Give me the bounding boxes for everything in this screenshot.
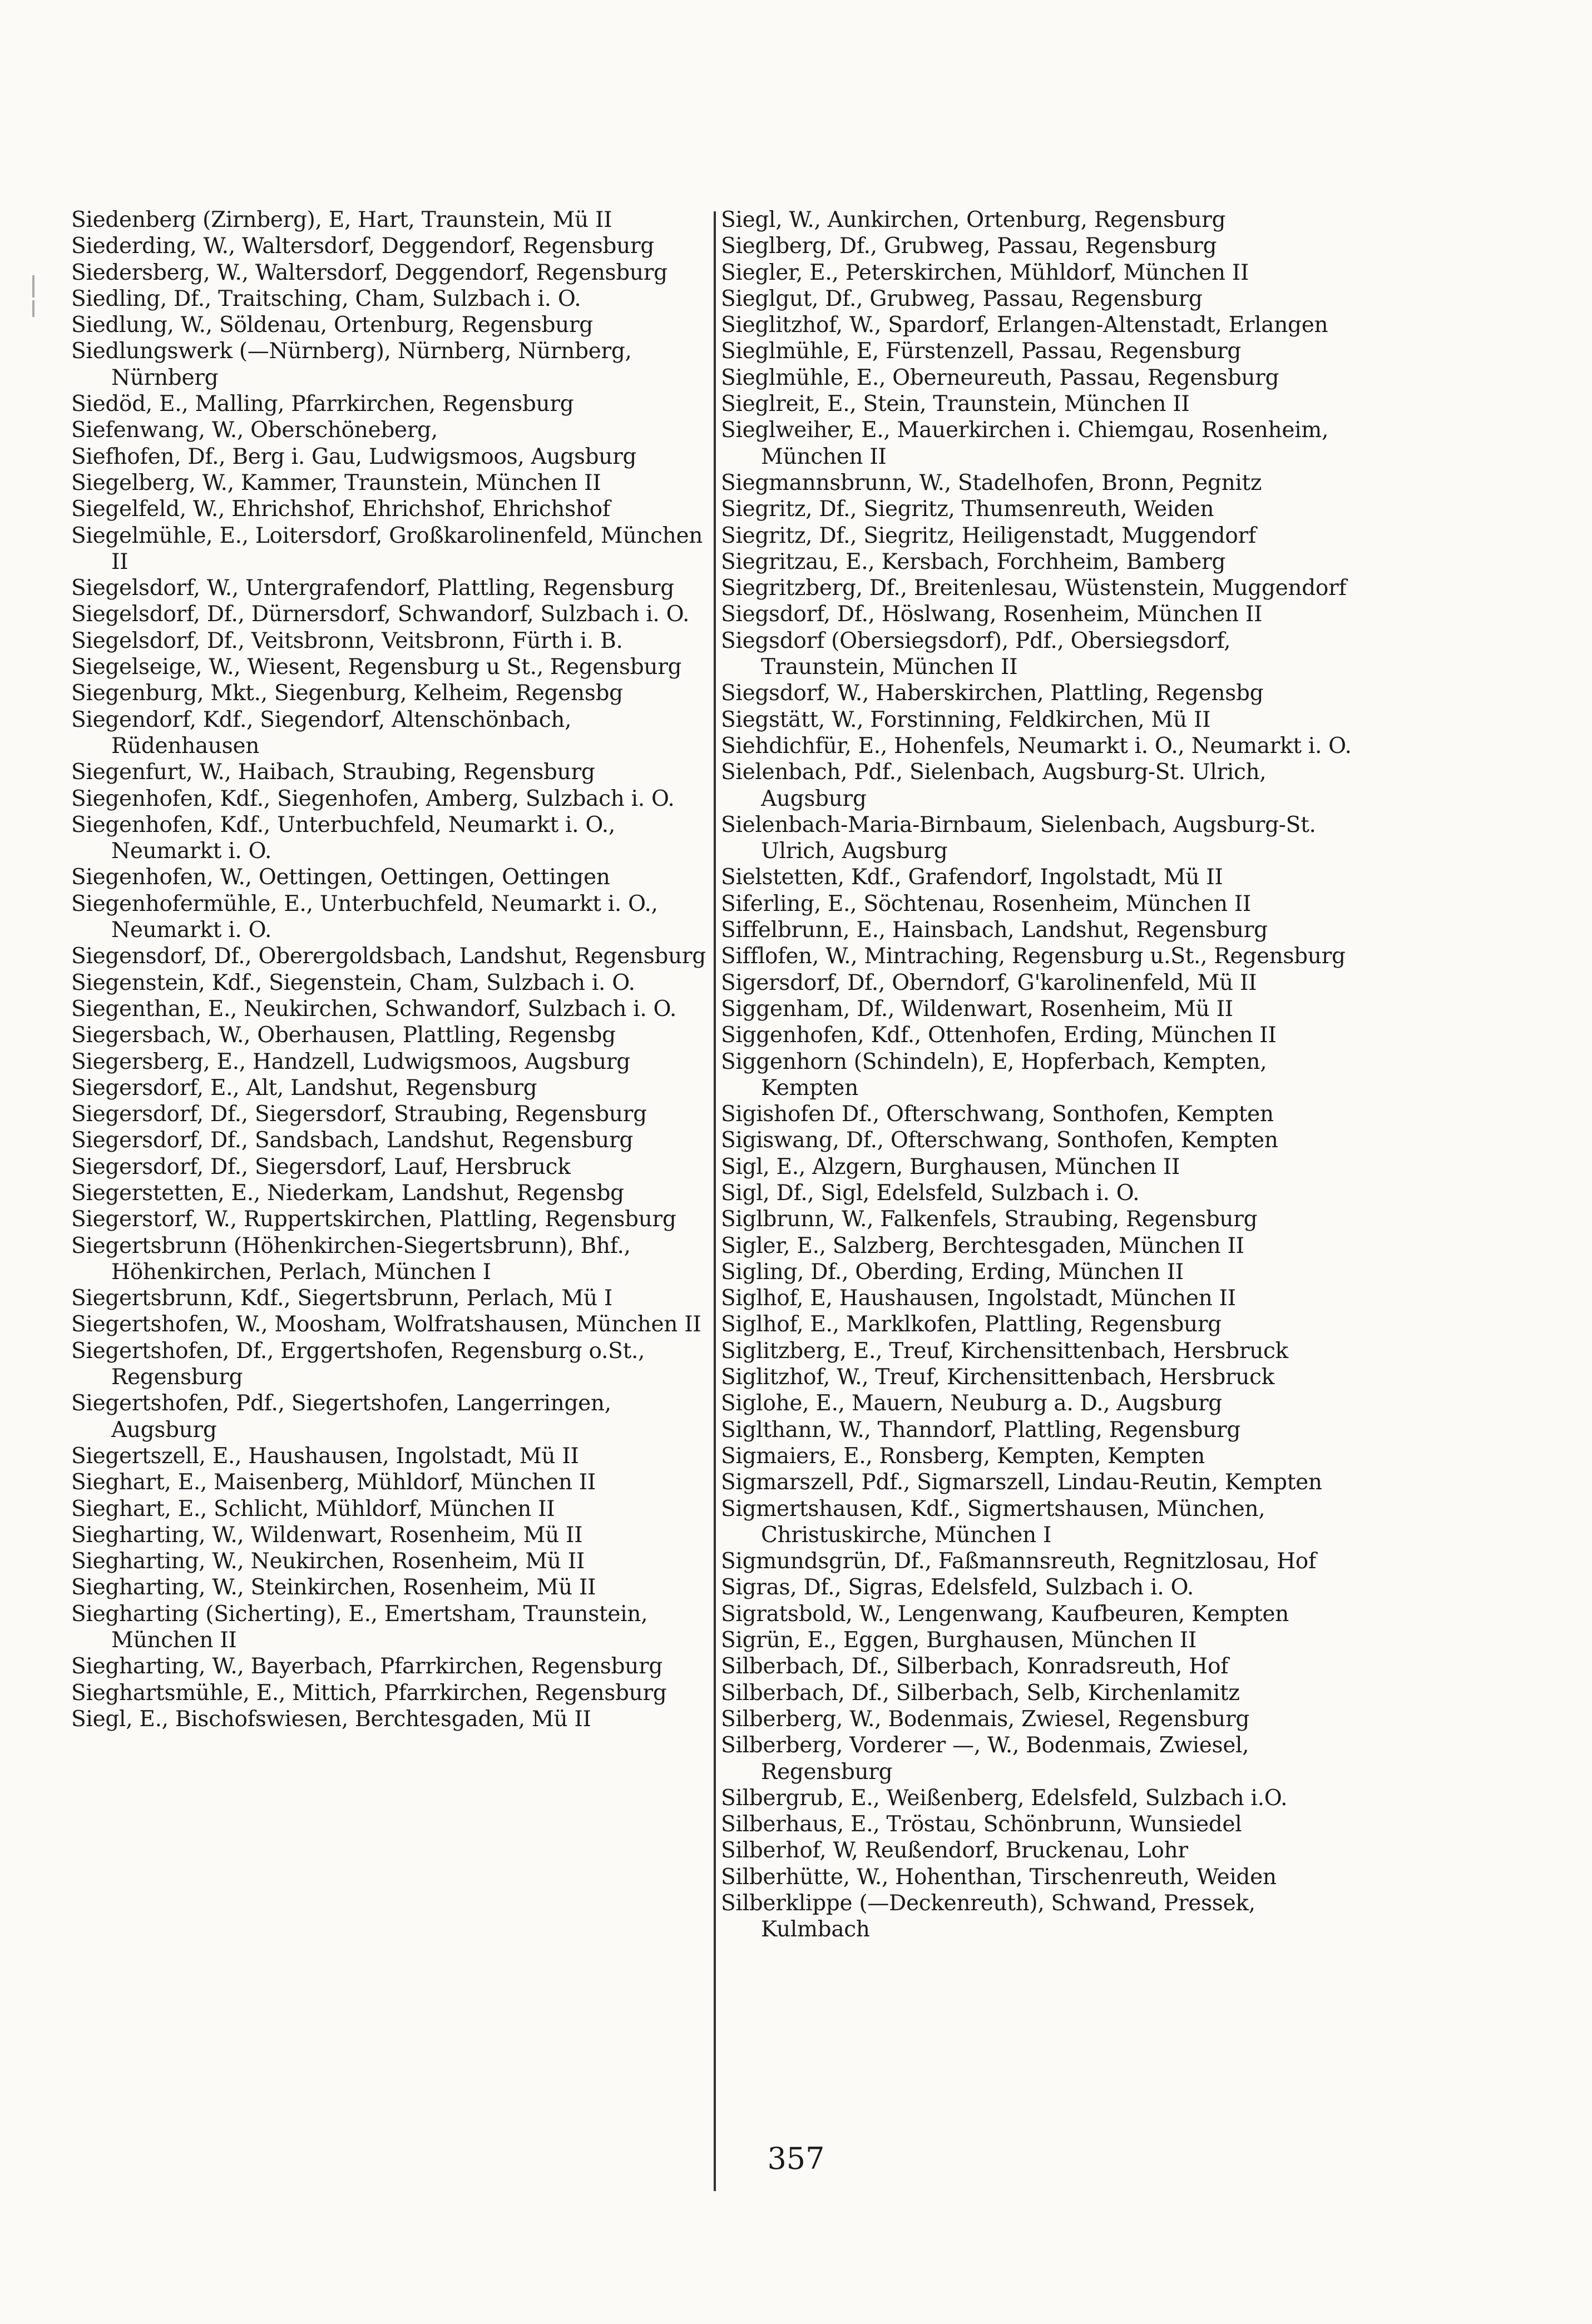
gazetteer-entry: Siegenhofermühle, E., Unterbuchfeld, Neumarkt i. O., Neumarkt i. O. [71, 891, 658, 943]
gazetteer-entry: Siegendorf, Kdf., Siegendorf, Altenschönbach, Rüdenhausen [71, 707, 572, 759]
gazetteer-entry: Siegelmühle, E., Loitersdorf, Großkarolinenfeld, München II [71, 523, 703, 574]
gazetteer-entry: Siegenhofen, Kdf., Unterbuchfeld, Neumarkt i. O., Neumarkt i. O. [71, 812, 615, 864]
gazetteer-entry: Sieglweiher, E., Mauerkirchen i. Chiemgau, Rosenheim, München II [721, 418, 1329, 469]
gazetteer-entry: Sieghart, E., Maisenberg, Mühldorf, München II [71, 1470, 596, 1495]
gazetteer-entry: Sieghart, E., Schlicht, Mühldorf, München II [71, 1496, 555, 1522]
gazetteer-entry: Siegertshofen, Pdf., Siegertshofen, Langerringen, Augsburg [71, 1391, 611, 1443]
gazetteer-entry: Silberberg, W., Bodenmais, Zwiesel, Regensburg [721, 1706, 1249, 1732]
gazetteer-entry: Siglbrunn, W., Falkenfels, Straubing, Regensburg [721, 1207, 1258, 1232]
gazetteer-entry: Siedenberg (Zirnberg), E, Hart, Traunstein, Mü II [71, 207, 612, 232]
gazetteer-entry: Siegelsdorf, W., Untergrafendorf, Plattling, Regensburg [71, 576, 674, 601]
gazetteer-entry: Siegharting, W., Steinkirchen, Rosenheim, Mü II [71, 1575, 596, 1600]
gazetteer-entry: Siegharting, W., Wildenwart, Rosenheim, Mü II [71, 1522, 583, 1548]
gazetteer-entry: Siegersdorf, Df., Siegersdorf, Lauf, Hersbruck [71, 1154, 571, 1180]
gazetteer-entry: Siegelfeld, W., Ehrichshof, Ehrichshof, Ehrichshof [71, 497, 610, 522]
gazetteer-entry: Siederding, W., Waltersdorf, Deggendorf, Regensburg [71, 234, 654, 259]
gazetteer-entry: Siedöd, E., Malling, Pfarrkirchen, Regensburg [71, 392, 574, 417]
gazetteer-entry: Silbergrub, E., Weißenberg, Edelsfeld, Sulzbach i.O. [721, 1785, 1288, 1811]
gazetteer-entry: Sigras, Df., Sigras, Edelsfeld, Sulzbach i. O. [721, 1575, 1194, 1600]
gazetteer-entry: Siegritz, Df., Siegritz, Thumsenreuth, Weiden [721, 497, 1214, 522]
gazetteer-entry: Siglitzhof, W., Treuf, Kirchensittenbach, Hersbruck [721, 1365, 1274, 1390]
gazetteer-entry: Siedling, Df., Traitsching, Cham, Sulzbach i. O. [71, 286, 581, 311]
gazetteer-entry: Siegenburg, Mkt., Siegenburg, Kelheim, Regensbg [71, 681, 623, 706]
gazetteer-entry: Siegl, W., Aunkirchen, Ortenburg, Regensburg [721, 207, 1226, 232]
gazetteer-entry: Sigmaiers, E., Ronsberg, Kempten, Kempten [721, 1443, 1205, 1469]
gazetteer-entry: Siegelsdorf, Df., Veitsbronn, Veitsbronn, Fürth i. B. [71, 628, 623, 653]
gazetteer-entry: Siegritz, Df., Siegritz, Heiligenstadt, Muggendorf [721, 523, 1256, 548]
gazetteer-entry: Siegler, E., Peterskirchen, Mühldorf, München II [721, 260, 1249, 285]
gazetteer-entry: Sigl, E., Alzgern, Burghausen, München II [721, 1154, 1180, 1180]
gazetteer-entry: Siegelberg, W., Kammer, Traunstein, München II [71, 470, 601, 495]
gazetteer-entry: Siegersdorf, Df., Siegersdorf, Straubing, Regensburg [71, 1102, 647, 1127]
gazetteer-entry: Siegersberg, E., Handzell, Ludwigsmoos, Augsburg [71, 1049, 630, 1074]
gazetteer-entry: Sifflofen, W., Mintraching, Regensburg u.St., Regensburg [721, 944, 1346, 969]
gazetteer-entry: Siegritzau, E., Kersbach, Forchheim, Bamberg [721, 549, 1225, 574]
gazetteer-entry: Siefhofen, Df., Berg i. Gau, Ludwigsmoos, Augsburg [71, 444, 637, 469]
gazetteer-entry: Sigiswang, Df., Ofterschwang, Sonthofen, Kempten [721, 1128, 1278, 1153]
gazetteer-entry: Siedlung, W., Söldenau, Ortenburg, Regensburg [71, 313, 593, 338]
left-column [71, 207, 711, 1732]
gazetteer-entry: Siegstätt, W., Forstinning, Feldkirchen, Mü II [721, 707, 1211, 732]
gazetteer-entry: Siegmannsbrunn, W., Stadelhofen, Bronn, Pegnitz [721, 470, 1262, 495]
gazetteer-entry: Siegenthan, E., Neukirchen, Schwandorf, Sulzbach i. O. [71, 996, 677, 1022]
gazetteer-entry: Sigratsbold, W., Lengenwang, Kaufbeuren, Kempten [721, 1601, 1289, 1627]
gazetteer-entry: Siegsdorf, W., Haberskirchen, Plattling, Regensbg [721, 681, 1264, 706]
gazetteer-entry: Siegerstorf, W., Ruppertskirchen, Plattling, Regensburg [71, 1207, 676, 1232]
gazetteer-entry: Siggenhofen, Kdf., Ottenhofen, Erding, München II [721, 1023, 1277, 1048]
gazetteer-entry: Siegertshofen, Df., Erggertshofen, Regensburg o.St., Regensburg [71, 1338, 645, 1390]
gazetteer-entry: Siegharting (Sicherting), E., Emertsham, Traunstein, München II [71, 1601, 648, 1653]
gazetteer-entry: Siegharting, W., Neukirchen, Rosenheim, Mü II [71, 1549, 585, 1574]
gazetteer-entry: Siegenfurt, W., Haibach, Straubing, Regensburg [71, 760, 595, 785]
gazetteer-entry: Sigmarszell, Pdf., Sigmarszell, Lindau-Reutin, Kempten [721, 1470, 1322, 1495]
gazetteer-entry: Siedersberg, W., Waltersdorf, Deggendorf, Regensburg [71, 260, 668, 285]
gazetteer-entry: Sigling, Df., Oberding, Erding, München II [721, 1259, 1184, 1285]
column-divider [714, 211, 716, 2191]
gazetteer-entry: Siglthann, W., Thanndorf, Plattling, Regensburg [721, 1417, 1241, 1443]
gazetteer-entry: Silberhütte, W., Hohenthan, Tirschenreuth, Weiden [721, 1864, 1277, 1890]
gazetteer-entry: Sielenbach, Pdf., Sielenbach, Augsburg-St. Ulrich, Augsburg [721, 760, 1267, 811]
gazetteer-entry: Siglohe, E., Mauern, Neuburg a. D., Augsburg [721, 1391, 1222, 1416]
gazetteer-entry: Siegertshofen, W., Moosham, Wolfratshausen, München II [71, 1312, 701, 1337]
gazetteer-entry: Siegenhofen, Kdf., Siegenhofen, Amberg, Sulzbach i. O. [71, 786, 675, 811]
gazetteer-entry: Siegerstetten, E., Niederkam, Landshut, Regensbg [71, 1180, 624, 1206]
gazetteer-entry: Sigmertshausen, Kdf., Sigmertshausen, München, Christuskirche, München I [721, 1496, 1265, 1548]
gazetteer-entry: Siegenstein, Kdf., Siegenstein, Cham, Sulzbach i. O. [71, 970, 635, 995]
gazetteer-entry: Siegelseige, W., Wiesent, Regensburg u St., Regensburg [71, 655, 682, 680]
gazetteer-entry: Siegertszell, E., Haushausen, Ingolstadt, Mü II [71, 1443, 579, 1469]
gazetteer-entry: Sieglmühle, E, Fürstenzell, Passau, Regensburg [721, 339, 1242, 364]
gazetteer-entry: Sieglgut, Df., Grubweg, Passau, Regensburg [721, 286, 1203, 311]
gazetteer-entry: Sigmundsgrün, Df., Faßmannsreuth, Regnitzlosau, Hof [721, 1549, 1317, 1574]
gazetteer-entry: Sielstetten, Kdf., Grafendorf, Ingolstadt, Mü II [721, 865, 1223, 890]
scan-mark [32, 300, 34, 317]
gazetteer-entry: Siehdichfür, E., Hohenfels, Neumarkt i. O., Neumarkt i. O. [721, 733, 1352, 759]
gazetteer-entry: Siegersbach, W., Oberhausen, Plattling, Regensbg [71, 1023, 616, 1048]
gazetteer-entry: Siglitzberg, E., Treuf, Kirchensittenbach, Hersbruck [721, 1338, 1288, 1364]
gazetteer-entry: Siegsdorf (Obersiegsdorf), Pdf., Obersiegsdorf, Traunstein, München II [721, 628, 1231, 680]
gazetteer-entry: Siegl, E., Bischofswiesen, Berchtesgaden, Mü II [71, 1706, 591, 1732]
gazetteer-entry: Sieglitzhof, W., Spardorf, Erlangen-Altenstadt, Erlangen [721, 313, 1328, 338]
gazetteer-entry: Sigl, Df., Sigl, Edelsfeld, Sulzbach i. O. [721, 1180, 1140, 1206]
gazetteer-entry: Siggenham, Df., Wildenwart, Rosenheim, Mü II [721, 996, 1233, 1022]
gazetteer-entry: Silberberg, Vorderer —, W., Bodenmais, Zwiesel, Regensburg [721, 1733, 1249, 1785]
gazetteer-entry: Silberhaus, E., Tröstau, Schönbrunn, Wunsiedel [721, 1812, 1242, 1837]
gazetteer-entry: Siefenwang, W., Oberschöneberg, [71, 418, 438, 443]
gazetteer-entry: Siegenhofen, W., Oettingen, Oettingen, Oettingen [71, 865, 610, 890]
gazetteer-entry: Sieghartsmühle, E., Mittich, Pfarrkirchen, Regensburg [71, 1680, 667, 1706]
gazetteer-entry: Siglhof, E, Haushausen, Ingolstadt, München II [721, 1286, 1236, 1311]
gazetteer-entry: Siggenhorn (Schindeln), E, Hopferbach, Kempten, Kempten [721, 1049, 1267, 1101]
gazetteer-entry: Siffelbrunn, E., Hainsbach, Landshut, Regensburg [721, 918, 1268, 943]
gazetteer-entry: Sigrün, E., Eggen, Burghausen, München II [721, 1628, 1197, 1653]
gazetteer-entry: Silberbach, Df., Silberbach, Selb, Kirchenlamitz [721, 1680, 1240, 1706]
gazetteer-entry: Siferling, E., Söchtenau, Rosenheim, München II [721, 891, 1251, 916]
gazetteer-entry: Sieglmühle, E., Oberneureuth, Passau, Regensburg [721, 365, 1279, 390]
gazetteer-entry: Silberklippe (—Deckenreuth), Schwand, Pressek, Kulmbach [721, 1891, 1255, 1943]
gazetteer-entry: Sieglreit, E., Stein, Traunstein, München II [721, 392, 1190, 417]
gazetteer-entry: Sigishofen Df., Ofterschwang, Sonthofen, Kempten [721, 1102, 1274, 1127]
right-column [721, 207, 1355, 1943]
gazetteer-entry: Siegsdorf, Df., Höslwang, Rosenheim, München II [721, 602, 1263, 627]
gazetteer-entry: Siegersdorf, Df., Sandsbach, Landshut, Regensburg [71, 1128, 634, 1153]
gazetteer-entry: Silberbach, Df., Silberbach, Konradsreuth, Hof [721, 1654, 1229, 1679]
gazetteer-entry: Silberhof, W, Reußendorf, Bruckenau, Lohr [721, 1838, 1188, 1864]
gazetteer-entry: Siglhof, E., Marklkofen, Plattling, Regensburg [721, 1312, 1222, 1337]
gazetteer-entry: Siegersdorf, E., Alt, Landshut, Regensburg [71, 1075, 537, 1101]
gazetteer-entry: Siegharting, W., Bayerbach, Pfarrkirchen, Regensburg [71, 1654, 662, 1679]
gazetteer-entry: Sigler, E., Salzberg, Berchtesgaden, München II [721, 1233, 1244, 1258]
gazetteer-entry: Sieglberg, Df., Grubweg, Passau, Regensburg [721, 234, 1217, 259]
gazetteer-entry: Siegelsdorf, Df., Dürnersdorf, Schwandorf, Sulzbach i. O. [71, 602, 690, 627]
gazetteer-entry: Siegensdorf, Df., Oberergoldsbach, Landshut, Regensburg [71, 944, 706, 969]
gazetteer-entry: Sigersdorf, Df., Oberndorf, G'karolinenfeld, Mü II [721, 970, 1257, 995]
gazetteer-entry: Siegertsbrunn, Kdf., Siegertsbrunn, Perlach, Mü I [71, 1286, 612, 1311]
gazetteer-entry: Sielenbach-Maria-Birnbaum, Sielenbach, Augsburg-St. Ulrich, Augsburg [721, 812, 1316, 864]
scan-mark [32, 275, 34, 298]
gazetteer-entry: Siedlungswerk (—Nürnberg), Nürnberg, Nürnberg, Nürnberg [71, 339, 632, 390]
page-number: 357 [767, 2141, 825, 2176]
gazetteer-entry: Siegertsbrunn (Höhenkirchen-Siegertsbrunn), Bhf., Höhenkirchen, Perlach, München I [71, 1233, 631, 1285]
gazetteer-entry: Siegritzberg, Df., Breitenlesau, Wüstenstein, Muggendorf [721, 576, 1347, 601]
